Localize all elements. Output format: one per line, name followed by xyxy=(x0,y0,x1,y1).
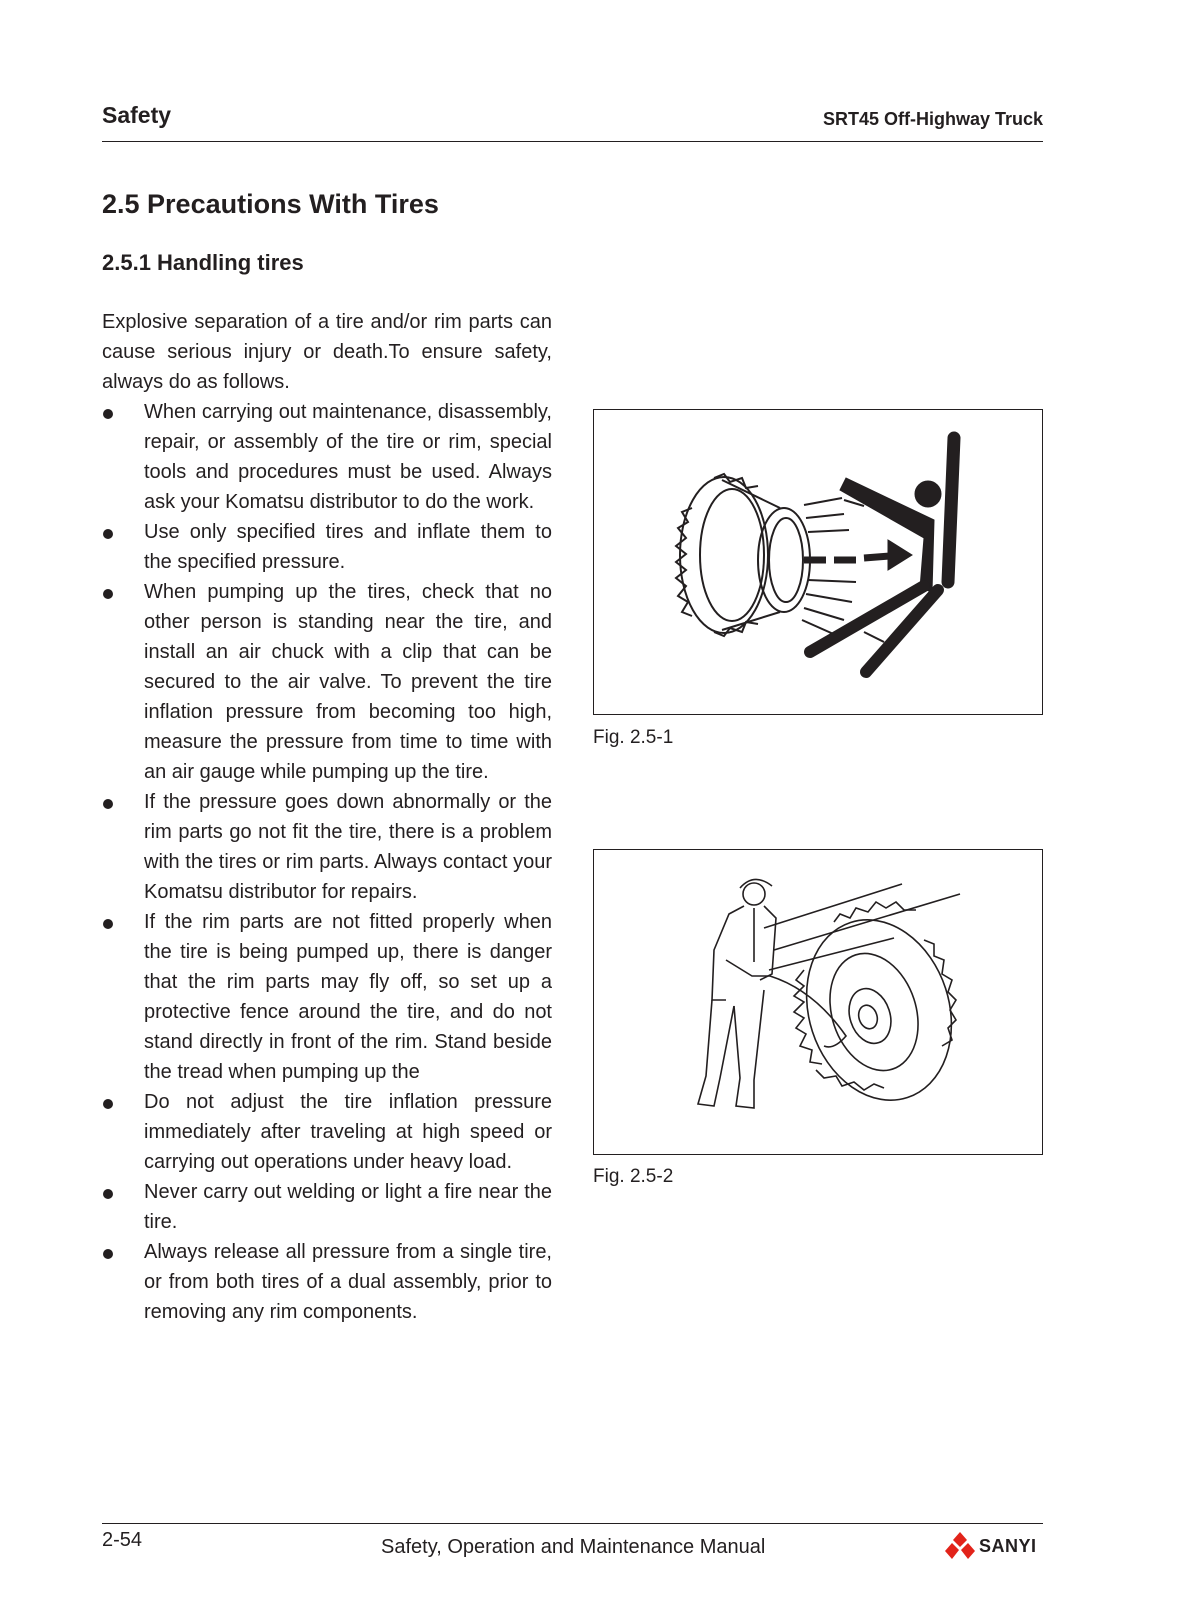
list-item-text: If the rim parts are not fitted properly when the tire is being pumped up, there is danger that the rim parts may fly off, so set up a protective fence around the tire, and do not stand directly in front of the rim. Stand beside the tread when pumping up the xyxy=(144,911,552,1083)
page-number: 2-54 xyxy=(102,1529,143,1551)
header-rule xyxy=(102,141,1043,142)
brand-logo xyxy=(944,1531,1037,1561)
list-item-text: Always release all pressure from a single tire, or from both tires of a dual assembly, prior to removing any rim components. xyxy=(144,1241,552,1323)
bullet-icon xyxy=(103,409,113,419)
bullet-icon xyxy=(103,1189,113,1199)
list-item-text: When pumping up the tires, check that no other person is standing near the tire, and install an air chuck with a clip that can be secured to the air valve. To prevent the tire inflation pressure from becoming too high, measure the pressure from time to time with an air gauge while pumping up the tire. xyxy=(144,581,552,783)
footer-rule xyxy=(102,1523,1043,1524)
header-product: SRT45 Off-Highway Truck xyxy=(822,109,1043,129)
figure-1-caption: Fig. 2.5-1 xyxy=(593,727,674,748)
figure-2-frame xyxy=(593,849,1043,1155)
bullet-icon xyxy=(103,589,113,599)
intro-paragraph: Explosive separation of a tire and/or rim parts can cause serious injury or death.To ensure safety, always do as follows. xyxy=(102,311,552,393)
section-heading: 2.5 Precautions With Tires xyxy=(102,189,439,219)
header-section: Safety xyxy=(102,102,172,128)
list-item-text: Do not adjust the tire inflation pressure immediately after traveling at high speed or carrying out operations under heavy load. xyxy=(144,1091,552,1173)
figure-2-caption: Fig. 2.5-2 xyxy=(593,1166,674,1187)
list-item xyxy=(102,787,552,907)
list-item xyxy=(102,397,552,517)
list-item-text: Never carry out welding or light a fire near the tire. xyxy=(144,1181,552,1233)
precaution-list xyxy=(102,397,552,1327)
list-item-text: If the pressure goes down abnormally or the rim parts go not fit the tire, there is a problem with the tires or rim parts. Always contact your Komatsu distributor for repairs. xyxy=(144,791,552,903)
list-item xyxy=(102,1237,552,1327)
subsection-heading: 2.5.1 Handling tires xyxy=(102,250,304,275)
list-item xyxy=(102,907,552,1087)
figure-1-frame xyxy=(593,409,1043,715)
list-item-text: When carrying out maintenance, disassembly, repair, or assembly of the tire or rim, special tools and procedures must be used. Always ask your Komatsu distributor to do the work. xyxy=(144,401,552,513)
list-item xyxy=(102,1087,552,1177)
bullet-icon xyxy=(103,919,113,929)
worker-inflating-tire-icon xyxy=(594,850,1042,1154)
footer-title: Safety, Operation and Maintenance Manual xyxy=(381,1536,766,1558)
list-item-text: Use only specified tires and inflate them to the specified pressure. xyxy=(144,521,552,573)
bullet-icon xyxy=(103,529,113,539)
bullet-icon xyxy=(103,799,113,809)
bullet-icon xyxy=(103,1099,113,1109)
body-text xyxy=(102,307,552,1327)
list-item xyxy=(102,517,552,577)
bullet-icon xyxy=(103,1249,113,1259)
list-item xyxy=(102,1177,552,1237)
list-item xyxy=(102,577,552,787)
sanyi-logo-icon xyxy=(944,1531,976,1561)
exploding-tire-warning-icon xyxy=(594,410,1042,714)
brand-name: SANYI xyxy=(979,1535,1037,1556)
